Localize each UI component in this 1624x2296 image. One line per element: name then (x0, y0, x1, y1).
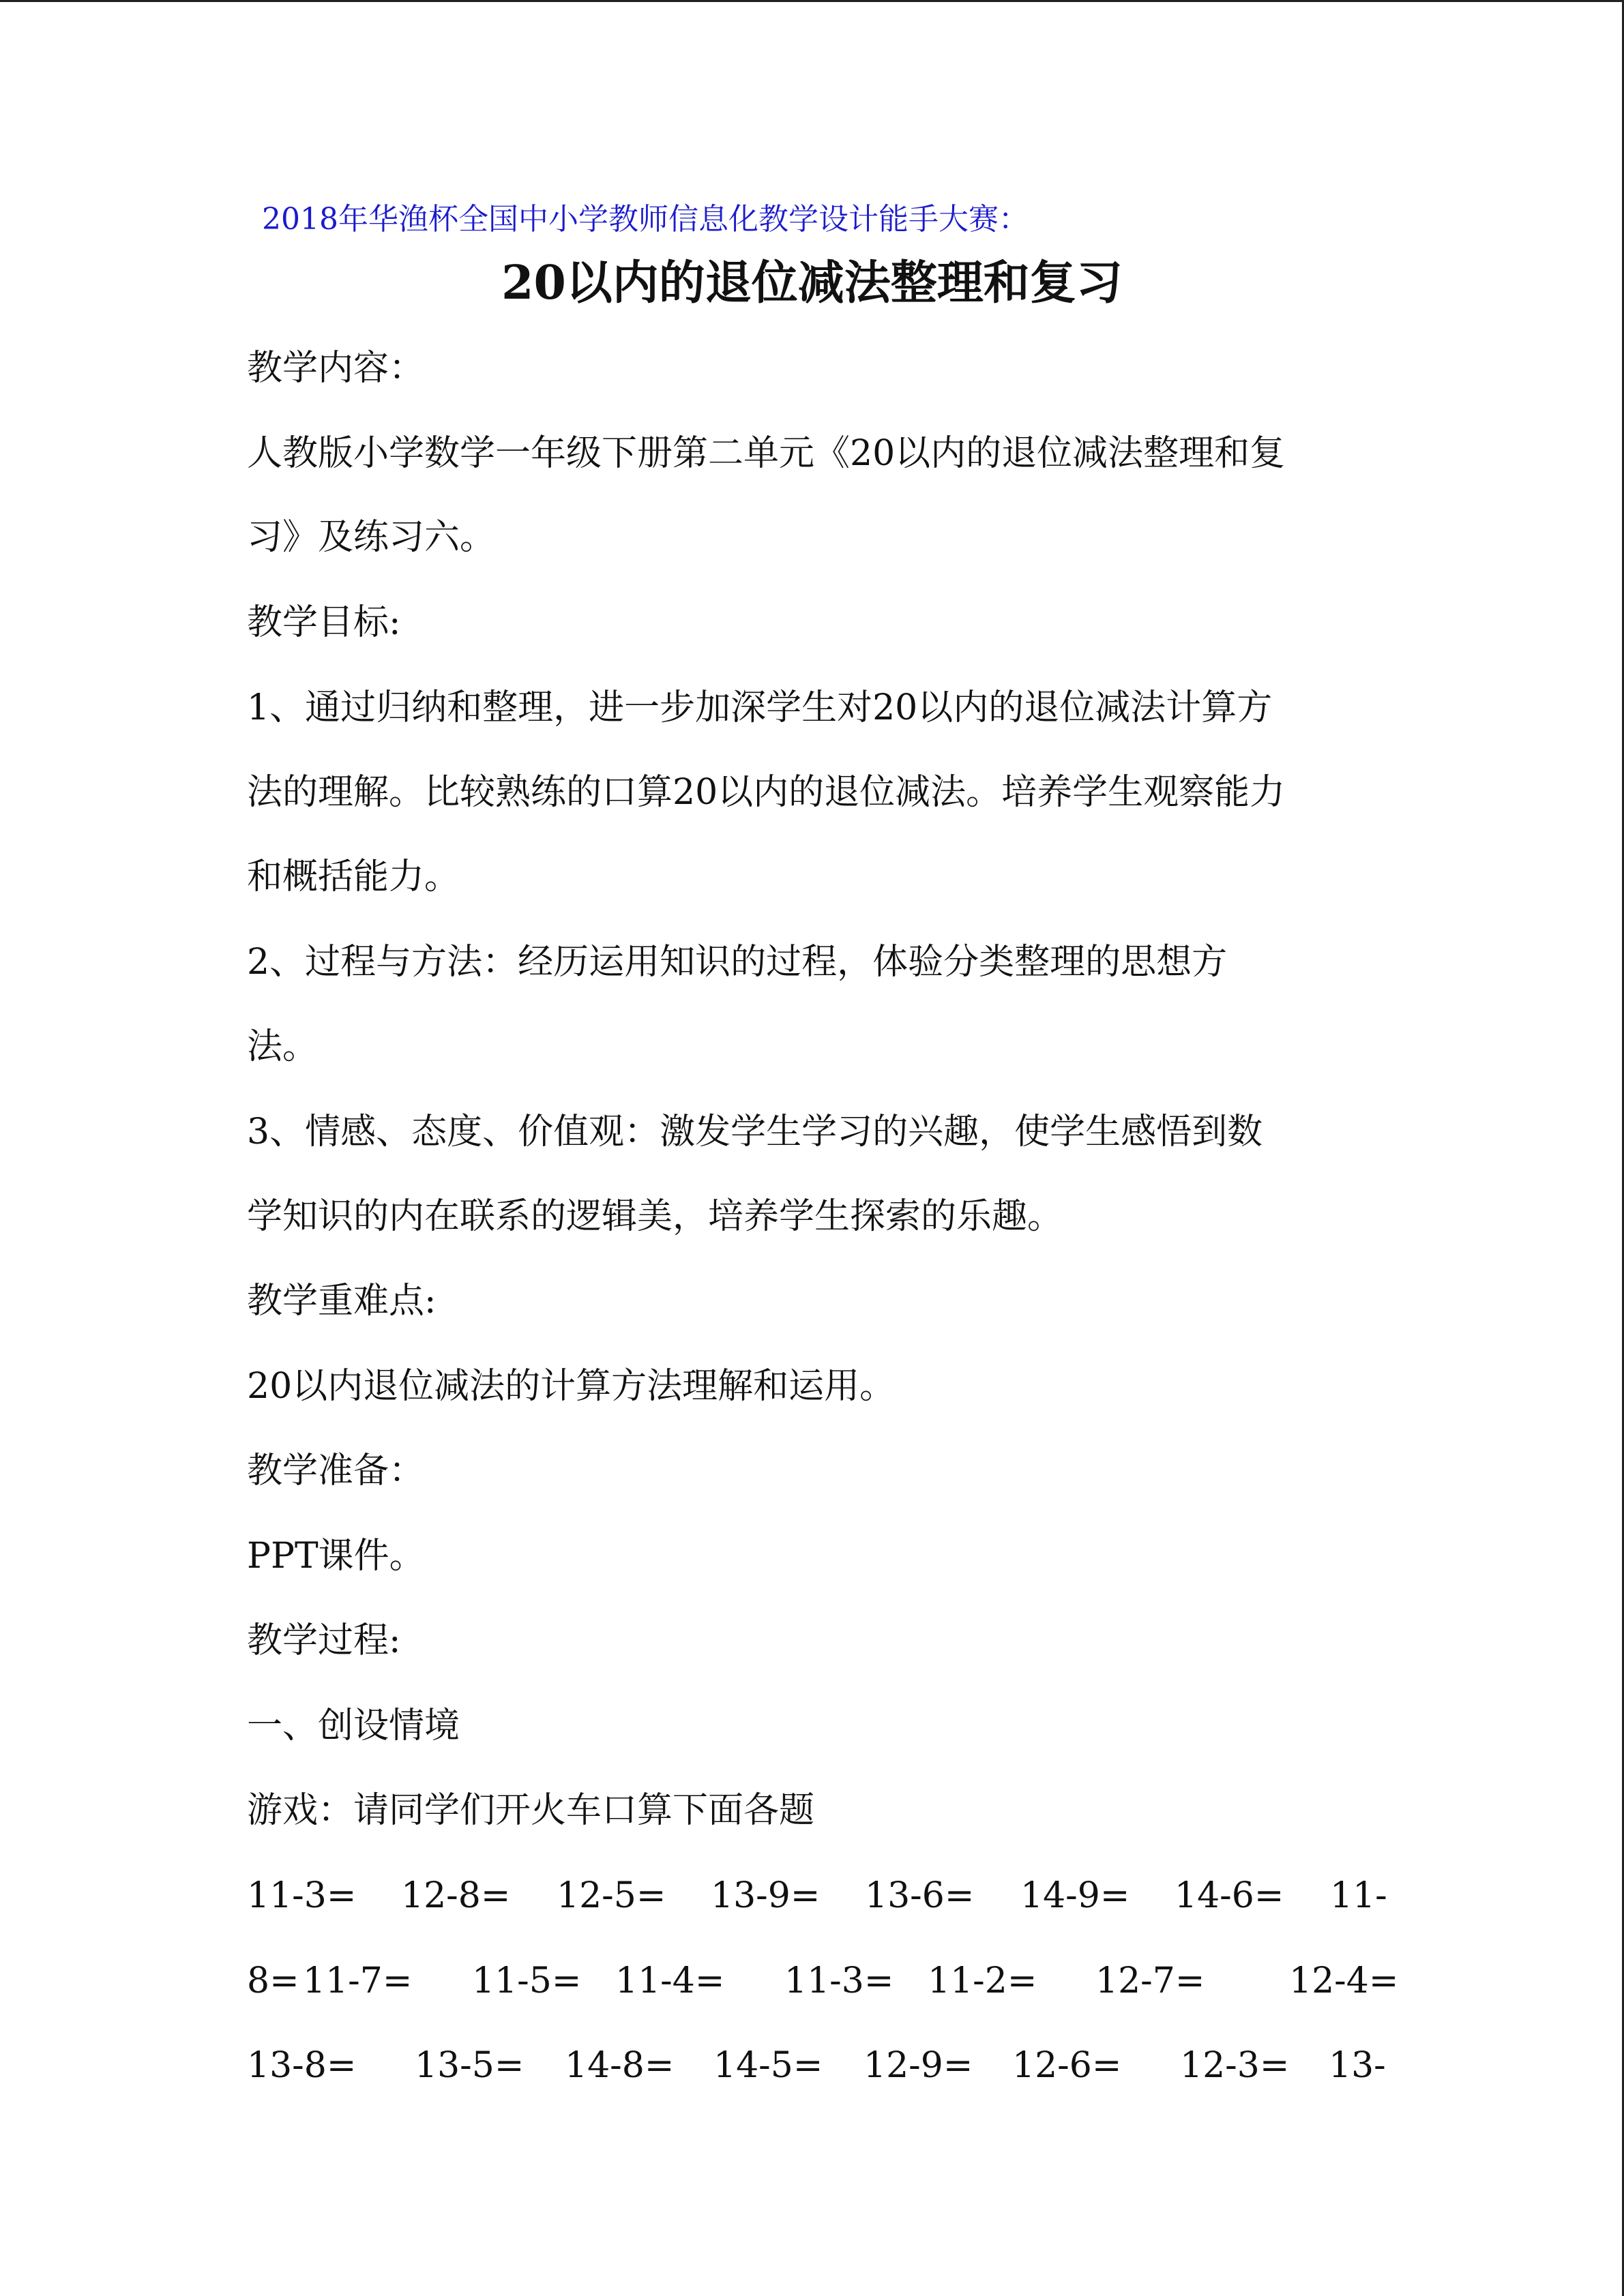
section-heading-content: 教学内容： (247, 348, 425, 389)
drill-item: 12-5= (557, 1875, 666, 1916)
drill-item: 11-7= (303, 1960, 413, 2001)
content-line: 人教版小学数学一年级下册第二单元《20以内的退位减法整理和复 (247, 433, 1286, 474)
objective-line: 2、过程与方法：经历运用知识的过程，体验分类整理的思想方 (247, 942, 1228, 983)
drill-item: 13- (1329, 2045, 1386, 2086)
drill-item: 11-3= (784, 1960, 894, 2001)
drill-row (247, 1954, 1399, 2008)
drill-item: 13-9= (711, 1875, 821, 1916)
drill-item: 13-5= (415, 2045, 525, 2086)
section-heading-process: 教学过程: (247, 1620, 401, 1661)
drill-row (247, 1868, 1387, 1923)
drill-row (247, 2038, 1386, 2093)
drill-item: 14-6= (1175, 1875, 1284, 1916)
competition-header: 2018年华渔杯全国中小学教师信息化教学设计能手大赛： (262, 202, 1029, 237)
process-line: 游戏：请同学们开火车口算下面各题 (247, 1790, 815, 1831)
drill-item: 14-8= (565, 2045, 675, 2086)
drill-item: 11-5= (472, 1960, 582, 2001)
drill-item: 12-8= (401, 1875, 511, 1916)
drill-item: 14-9= (1020, 1875, 1130, 1916)
section-heading-key-points: 教学重难点: (247, 1281, 437, 1322)
drill-item: 13-8= (247, 2045, 357, 2086)
drill-item: 12-4= (1289, 1960, 1399, 2001)
drill-item: 12-3= (1180, 2045, 1290, 2086)
objective-line: 法。 (247, 1026, 319, 1067)
objective-line: 法的理解。比较熟练的口算20以内的退位减法。培养学生观察能力 (247, 772, 1286, 813)
drill-item: 8= (247, 1960, 299, 2001)
objective-line: 学知识的内在联系的逻辑美，培养学生探索的乐趣。 (247, 1196, 1063, 1237)
drill-item: 12-6= (1012, 2045, 1122, 2086)
drill-item: 11-3= (247, 1875, 357, 1916)
content-line: 习》及练习六。 (247, 517, 496, 558)
page-top-border (0, 0, 1624, 2)
drill-item: 14-5= (713, 2045, 823, 2086)
drill-item: 11-4= (615, 1960, 725, 2001)
objective-line: 和概括能力。 (247, 856, 460, 897)
drill-item: 12-7= (1095, 1960, 1205, 2001)
document-title: 20以内的退位减法整理和复习 (501, 256, 1123, 310)
drill-item: 12-9= (863, 2045, 973, 2086)
drill-item: 11-2= (928, 1960, 1037, 2001)
section-heading-preparation: 教学准备： (247, 1450, 425, 1491)
process-step-heading: 一、创设情境 (247, 1705, 460, 1746)
objective-line: 1、通过归纳和整理，进一步加深学生对20以内的退位减法计算方 (247, 687, 1273, 728)
preparation-line: PPT课件。 (247, 1536, 425, 1577)
drill-item: 11- (1330, 1875, 1387, 1916)
key-point-line: 20以内退位减法的计算方法理解和运用。 (247, 1366, 896, 1407)
drill-item: 13-6= (865, 1875, 975, 1916)
objective-line: 3、情感、态度、价值观：激发学生学习的兴趣，使学生感悟到数 (247, 1112, 1263, 1152)
section-heading-objectives: 教学目标: (247, 602, 401, 643)
